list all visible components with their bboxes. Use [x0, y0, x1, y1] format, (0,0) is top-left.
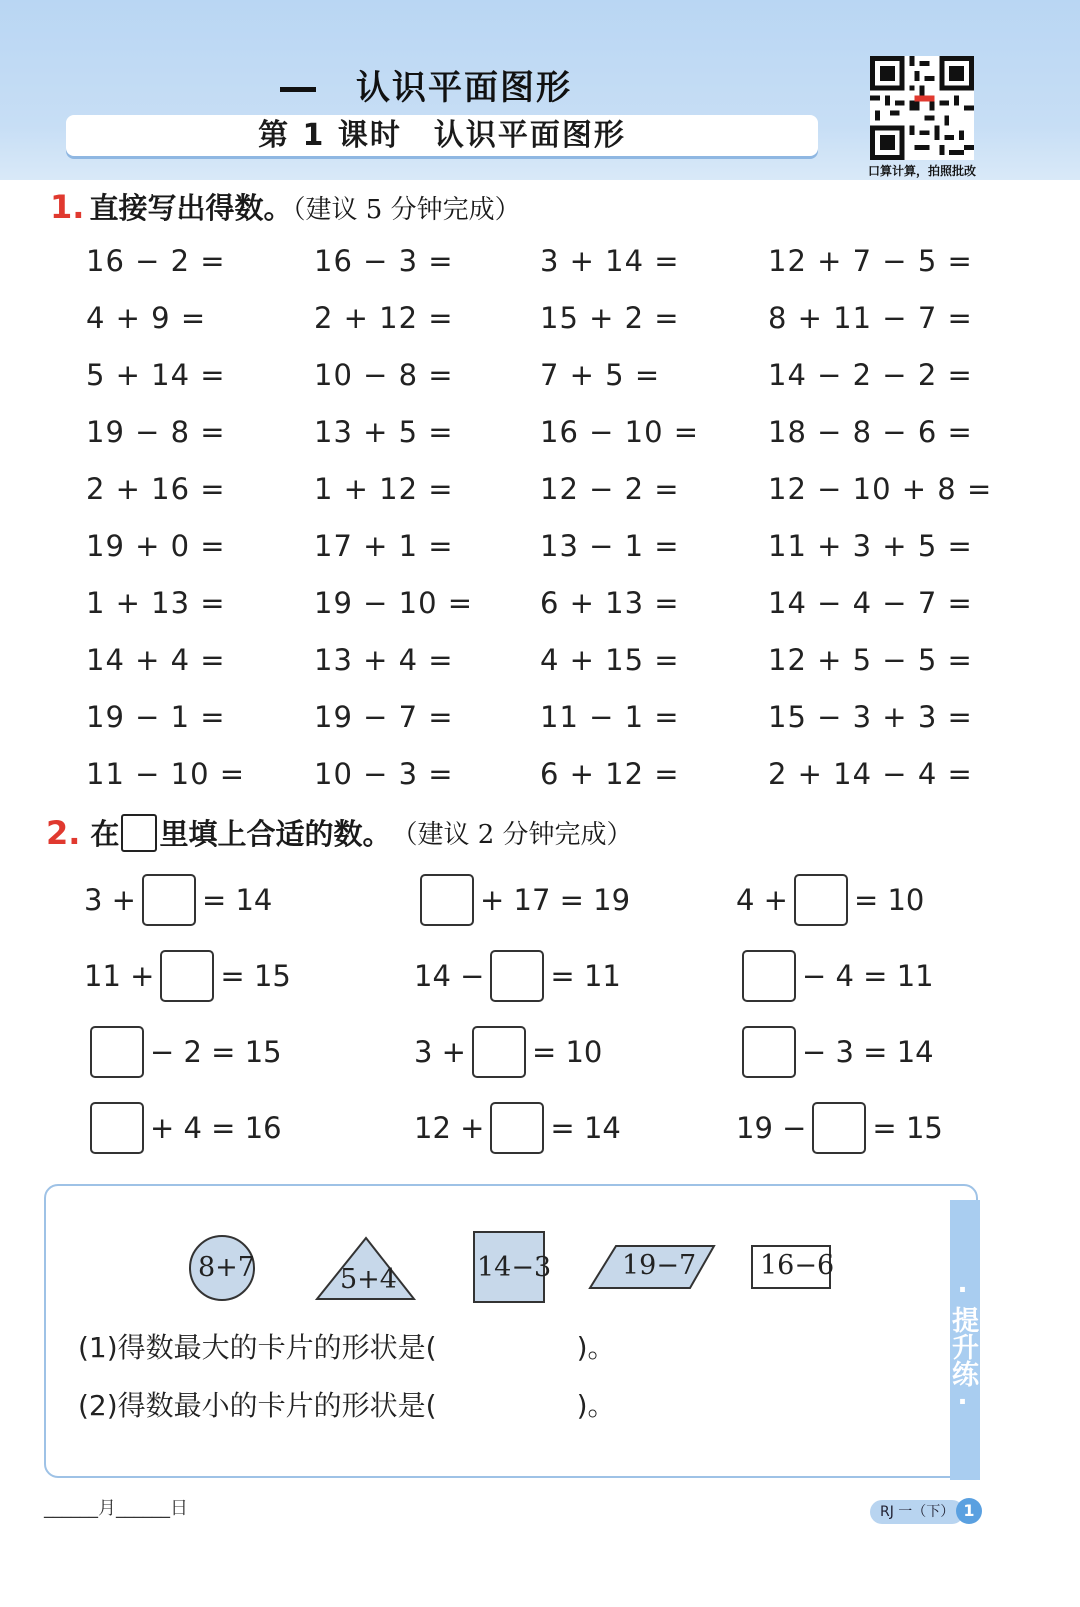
fill-blank-problem — [414, 1102, 621, 1154]
math-problem: 19 − 8 = — [86, 415, 226, 449]
problem-suffix: + 17 = 19 — [480, 883, 631, 917]
section2-hint: （建议 2 分钟完成） — [391, 820, 633, 850]
math-problem: 10 − 8 = — [314, 358, 454, 392]
answer-box[interactable] — [742, 1026, 796, 1078]
math-problem: 6 + 12 = — [540, 757, 680, 791]
math-problem: 13 + 5 = — [314, 415, 454, 449]
problem-suffix: = 10 — [853, 883, 925, 917]
fill-blank-problem — [84, 874, 272, 926]
problem-prefix: 3 + — [84, 883, 136, 917]
answer-box[interactable] — [742, 950, 796, 1002]
problem-suffix: = 10 — [531, 1035, 603, 1069]
problem-suffix: = 14 — [201, 883, 273, 917]
math-problem: 12 + 5 − 5 = — [768, 643, 973, 677]
math-problem: 3 + 14 = — [540, 244, 680, 278]
problem-prefix: 4 + — [736, 883, 788, 917]
fill-blank-problem — [736, 1026, 934, 1078]
triangle-label: 5+4 — [340, 1264, 397, 1295]
answer-box[interactable] — [90, 1102, 144, 1154]
math-problem: 19 + 0 = — [86, 529, 226, 563]
math-problem: 2 + 14 − 4 = — [768, 757, 973, 791]
math-problem: 16 − 2 = — [86, 244, 226, 278]
math-problem: 14 − 2 − 2 = — [768, 358, 973, 392]
problem-prefix: 19 − — [736, 1111, 807, 1145]
math-problem: 14 − 4 − 7 = — [768, 586, 973, 620]
section2-title-before: 在 — [90, 817, 120, 851]
fill-blank-problem — [736, 874, 924, 926]
section1-number: 1. — [50, 188, 85, 226]
math-problem: 11 + 3 + 5 = — [768, 529, 973, 563]
answer-box[interactable] — [490, 1102, 544, 1154]
section2-heading — [46, 812, 633, 853]
problem-prefix: 12 + — [414, 1111, 485, 1145]
problem-prefix: 11 + — [84, 959, 155, 993]
section2-number: 2. — [46, 813, 81, 852]
math-problem: 16 − 10 = — [540, 415, 700, 449]
math-problem: 4 + 9 = — [86, 301, 207, 335]
answer-box[interactable] — [794, 874, 848, 926]
qr-code-icon[interactable] — [870, 56, 974, 160]
answer-box[interactable] — [142, 874, 196, 926]
math-problem: 15 + 2 = — [540, 301, 680, 335]
fill-blank-problem — [84, 950, 291, 1002]
rectangle-label: 16−6 — [760, 1250, 835, 1281]
math-problem: 15 − 3 + 3 = — [768, 700, 973, 734]
math-problem: 12 − 10 + 8 = — [768, 472, 993, 506]
problem-suffix: = 15 — [872, 1111, 943, 1145]
math-problem: 19 − 7 = — [314, 700, 454, 734]
unit-number-dash — [280, 87, 316, 92]
answer-box[interactable] — [812, 1102, 866, 1154]
problem-suffix: = 15 — [220, 959, 291, 993]
page-number: 1 — [956, 1498, 982, 1524]
math-problem: 8 + 11 − 7 = — [768, 301, 973, 335]
fill-blank-problem — [414, 874, 630, 926]
square-label: 14−3 — [477, 1252, 552, 1283]
fill-blank-problem — [414, 1026, 602, 1078]
unit-title — [280, 60, 572, 109]
math-problem: 12 + 7 − 5 = — [768, 244, 973, 278]
problem-suffix: = 14 — [550, 1111, 621, 1145]
answer-box[interactable] — [490, 950, 544, 1002]
section2-title-after: 里填上合适的数。 — [159, 817, 392, 851]
answer-box[interactable] — [420, 874, 474, 926]
problem-suffix: + 4 = 16 — [150, 1111, 282, 1145]
circle-label: 8+7 — [198, 1252, 255, 1283]
math-problem: 16 − 3 = — [314, 244, 454, 278]
question-2[interactable]: (2)得数最小的卡片的形状是( )。 — [78, 1389, 616, 1422]
math-problem: 10 − 3 = — [314, 757, 454, 791]
answer-box[interactable] — [90, 1026, 144, 1078]
math-problem: 2 + 12 = — [314, 301, 454, 335]
math-problem: 12 − 2 = — [540, 472, 680, 506]
section1-hint: （建议 5 分钟完成） — [292, 195, 521, 225]
math-problem: 17 + 1 = — [314, 529, 454, 563]
answer-box[interactable] — [472, 1026, 526, 1078]
date-field[interactable]: ______月______日 — [44, 1498, 188, 1519]
math-problem: 13 + 4 = — [314, 643, 454, 677]
problem-suffix: = 11 — [550, 959, 621, 993]
math-problem: 19 − 10 = — [314, 586, 474, 620]
fill-blank-problem — [84, 1026, 282, 1078]
math-problem: 18 − 8 − 6 = — [768, 415, 973, 449]
math-problem: 1 + 12 = — [314, 472, 454, 506]
fill-blank-problem — [736, 950, 934, 1002]
problem-suffix: − 2 = 15 — [150, 1035, 282, 1069]
answer-box[interactable] — [160, 950, 214, 1002]
problem-prefix: 3 + — [414, 1035, 466, 1069]
title-blank-box — [121, 814, 157, 852]
math-problem: 13 − 1 = — [540, 529, 680, 563]
edition-tag: RJ 一（下） — [870, 1500, 964, 1524]
math-problem: 5 + 14 = — [86, 358, 226, 392]
math-problem: 7 + 5 = — [540, 358, 661, 392]
parallelogram-label: 19−7 — [622, 1250, 697, 1281]
math-problem: 2 + 16 = — [86, 472, 226, 506]
math-problem: 1 + 13 = — [86, 586, 226, 620]
side-label: ·提升练· — [947, 1275, 978, 1418]
qr-caption: 口算计算，拍照批改 — [867, 164, 976, 178]
section1-title: 直接写出得数。 — [89, 191, 293, 225]
unit-title-text: 认识平面图形 — [356, 68, 572, 108]
fill-blank-problem — [84, 1102, 282, 1154]
math-problem: 14 + 4 = — [86, 643, 226, 677]
problem-prefix: 14 − — [414, 959, 485, 993]
section1-heading — [50, 186, 521, 227]
math-problem: 6 + 13 = — [540, 586, 680, 620]
lesson-title: 第 1 课时 认识平面图形 — [258, 118, 626, 153]
fill-blank-problem — [736, 1102, 943, 1154]
math-problem: 4 + 15 = — [540, 643, 680, 677]
math-problem: 11 − 1 = — [540, 700, 680, 734]
math-problem: 11 − 10 = — [86, 757, 246, 791]
math-problem: 19 − 1 = — [86, 700, 226, 734]
problem-suffix: − 4 = 11 — [802, 959, 934, 993]
problem-suffix: − 3 = 14 — [802, 1035, 934, 1069]
question-1[interactable]: (1)得数最大的卡片的形状是( )。 — [78, 1331, 616, 1364]
fill-blank-problem — [414, 950, 621, 1002]
